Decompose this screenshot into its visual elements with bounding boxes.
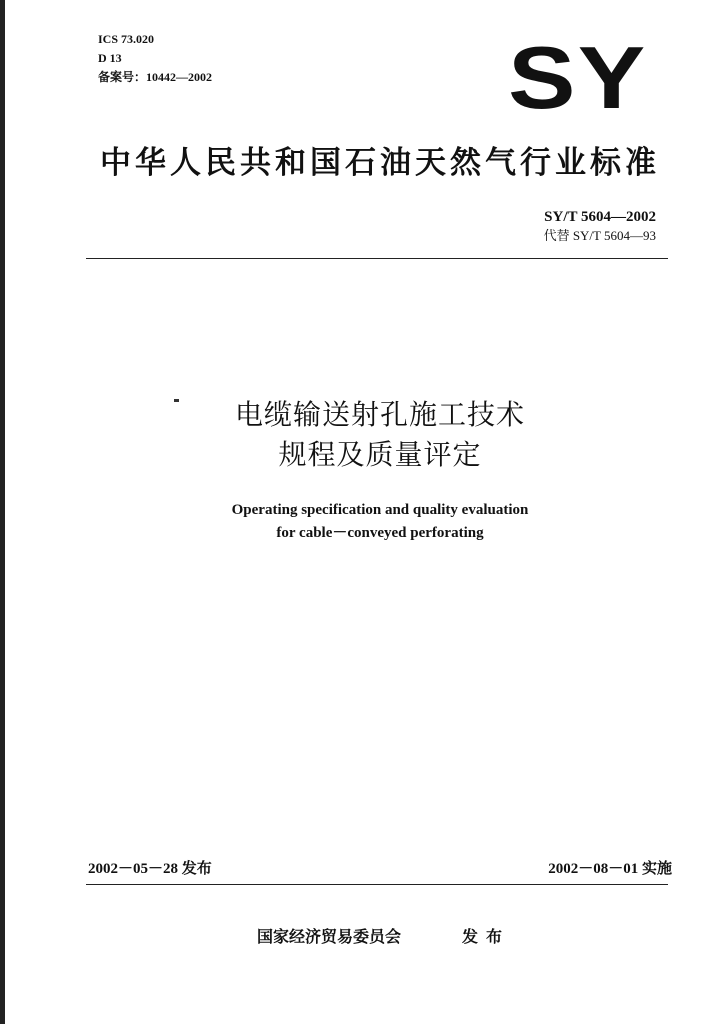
class-code: D 13: [98, 51, 122, 65]
header-divider: [86, 258, 668, 259]
issuing-authority: 国家经济贸易委员会: [257, 927, 402, 946]
record-number: 备案号：10442—2002: [98, 70, 213, 84]
replaces-standard: 代替 SY/T 5604—93: [543, 228, 656, 243]
document-title-en: [140, 499, 620, 545]
footer-divider: [86, 884, 668, 885]
sy-logo: SY: [508, 28, 648, 127]
effective-date: 2002－08－01 实施: [548, 861, 672, 877]
document-title-cn: [160, 395, 600, 475]
title-en-line-1: Operating specification and quality evaluation: [231, 502, 529, 518]
issue-date: 2002－05－28 发布: [88, 861, 212, 877]
standard-category-title: 中华人民共和国石油天然气行业标准: [100, 145, 660, 181]
classification-block: [98, 30, 212, 87]
title-cn-line-1: 电缆输送射孔施工技术: [234, 398, 525, 431]
standard-code-block: [544, 207, 656, 245]
ics-code: ICS 73.020: [98, 32, 155, 46]
issue-action: 发布: [462, 927, 511, 946]
standard-number: SY/T 5604—2002: [544, 209, 656, 225]
scan-edge: [0, 0, 5, 1024]
title-cn-line-2: 规程及质量评定: [278, 438, 482, 471]
title-en-line-2: for cable－conveyed perforating: [276, 525, 484, 541]
